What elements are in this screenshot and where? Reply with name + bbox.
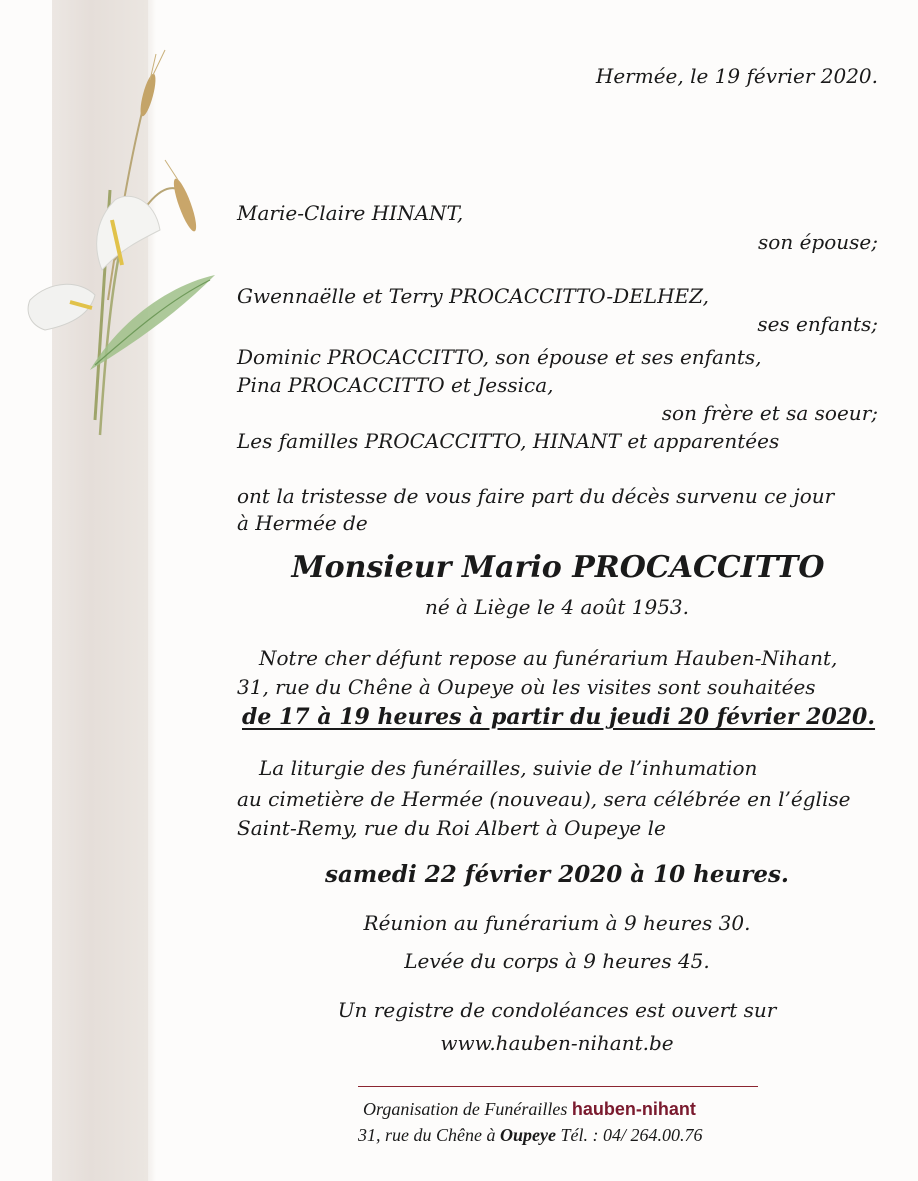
wheat-ear-icon [137, 50, 165, 118]
children-names: Gwennaëlle et Terry PROCACCITTO-DELHEZ, [237, 284, 710, 308]
calla-lily-wheat-illustration [20, 40, 220, 450]
sibling-line-1: Dominic PROCACCITTO, son épouse et ses enfants, [237, 345, 762, 369]
date-line: Hermée, le 19 février 2020. [595, 64, 878, 88]
birth-line: né à Liège le 4 août 1953. [424, 595, 690, 619]
address-town: Oupeye [499, 1125, 556, 1145]
footer-divider [358, 1086, 758, 1087]
children-relation: ses enfants; [757, 312, 878, 336]
brand-logo: hauben-nihant [571, 1099, 696, 1119]
families-line: Les familles PROCACCITTO, HINANT et apparentées [237, 429, 780, 453]
calla-lily-icon [28, 284, 95, 330]
spouse-name: Marie-Claire HINANT, [237, 201, 464, 225]
visitation-line-2: 31, rue du Chêne à Oupeye où les visites sont souhaitées [237, 675, 816, 699]
footer-organisation [363, 1100, 696, 1118]
departure-time: Levée du corps à 9 heures 45. [404, 949, 710, 973]
gathering-time: Réunion au funérarium à 9 heures 30. [363, 911, 751, 935]
spouse-relation: son épouse; [758, 230, 878, 254]
visitation-hours: de 17 à 19 heures à partir du jeudi 20 février 2020. [242, 704, 876, 730]
wheat-ear-icon [165, 160, 200, 233]
condolences-line: Un registre de condoléances est ouvert sur [337, 998, 777, 1022]
announcement-line-1: ont la tristesse de vous faire part du décès survenu ce jour [237, 484, 835, 508]
sibling-line-2: Pina PROCACCITTO et Jessica, [237, 373, 554, 397]
funeral-datetime: samedi 22 février 2020 à 10 heures. [325, 861, 789, 888]
deceased-name: Monsieur Mario PROCACCITTO [291, 550, 825, 585]
address-street: 31, rue du Chêne à [358, 1125, 496, 1145]
footer-phone: Tél. : 04/ 264.00.76 [560, 1125, 703, 1145]
calla-lily-icon [97, 196, 160, 270]
organisation-label: Organisation de Funérailles [363, 1099, 568, 1119]
visitation-line-1: Notre cher défunt repose au funérarium Hauben-Nihant, [259, 646, 838, 670]
liturgy-line-3: Saint-Remy, rue du Roi Albert à Oupeye le [237, 816, 666, 840]
sibling-relation: son frère et sa soeur; [661, 401, 878, 425]
condolences-website[interactable]: www.hauben-nihant.be [440, 1031, 674, 1055]
footer-address [358, 1126, 702, 1144]
liturgy-line-2: au cimetière de Hermée (nouveau), sera célébrée en l’église [237, 787, 851, 811]
liturgy-line-1: La liturgie des funérailles, suivie de l’inhumation [259, 756, 758, 780]
announcement-line-2: à Hermée de [237, 511, 368, 535]
